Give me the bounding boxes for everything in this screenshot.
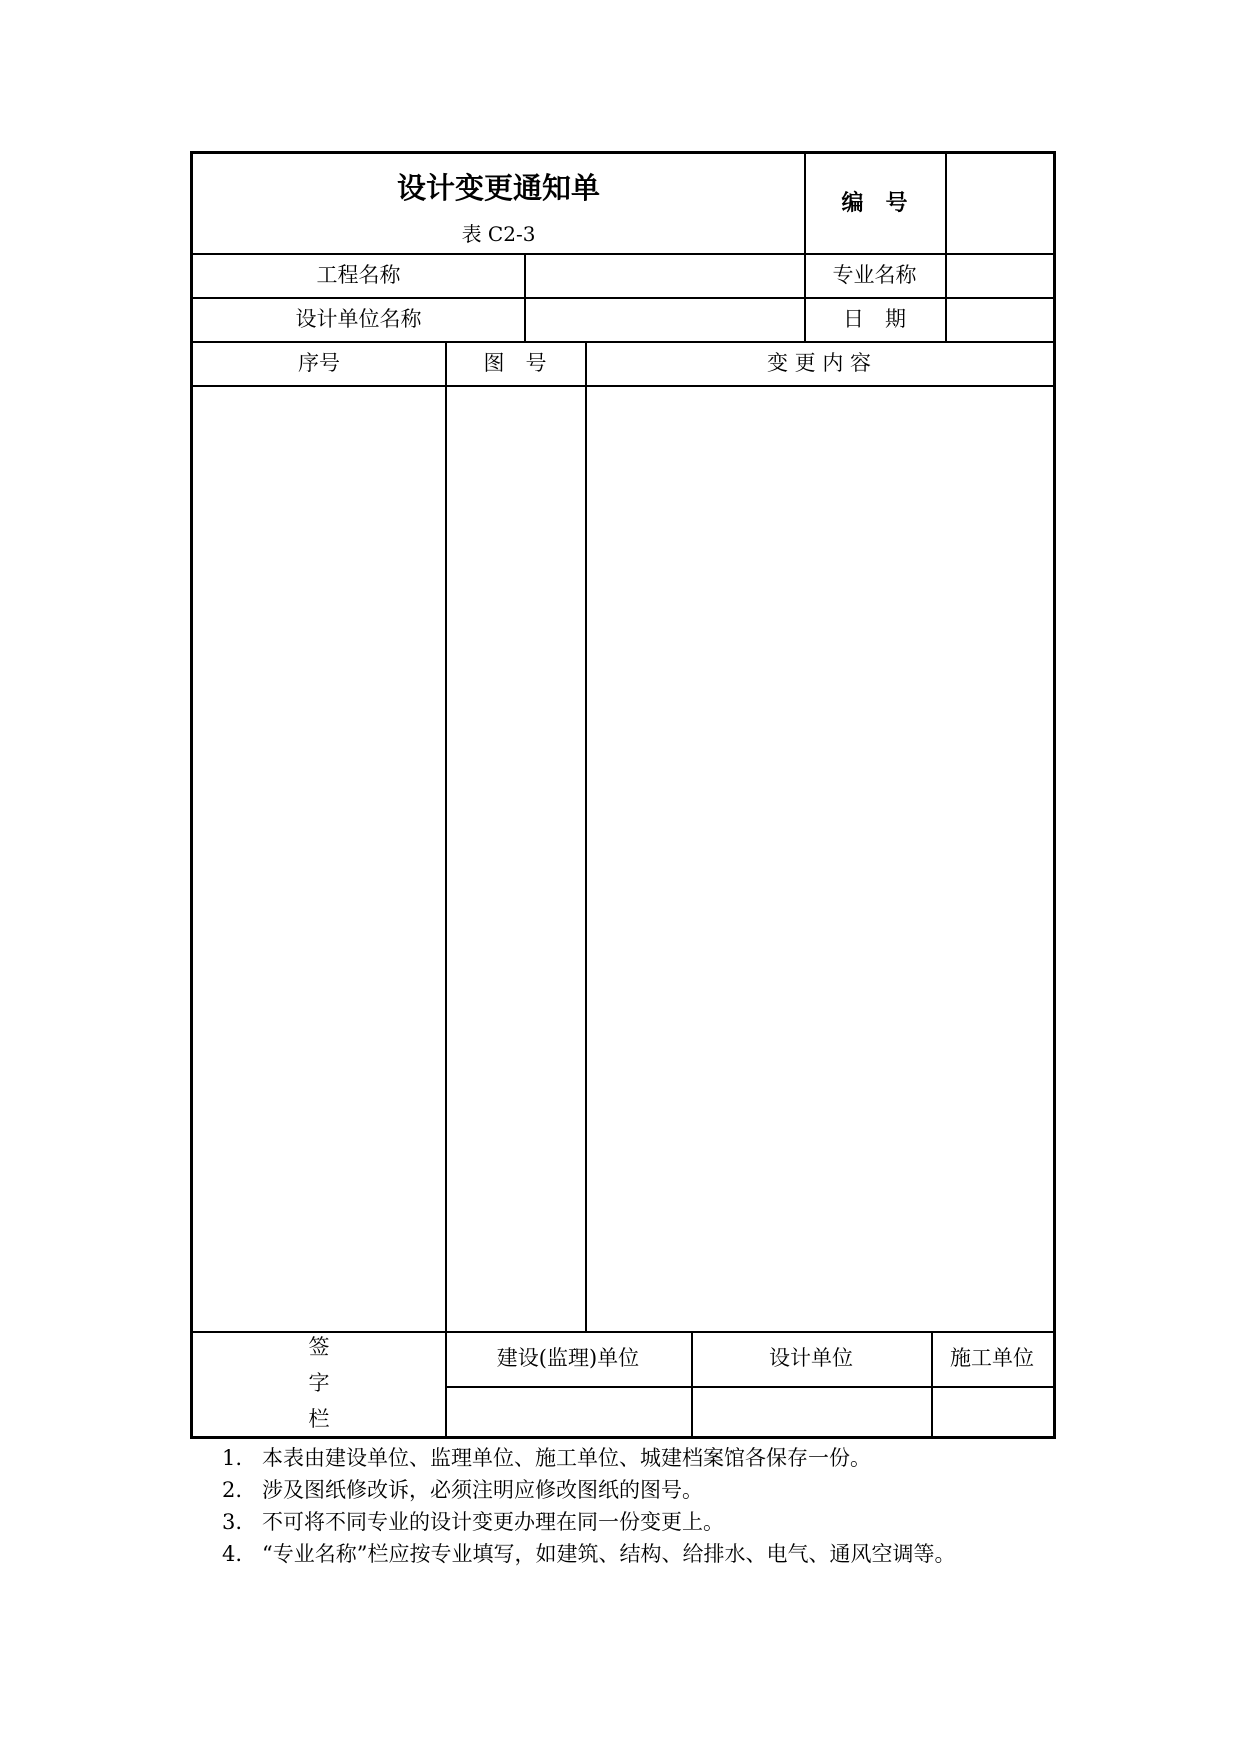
form-code: 表 C2-3 (461, 222, 536, 246)
note-number: 2. (222, 1478, 243, 1502)
date-label: 日 期 (843, 306, 906, 331)
project-name-field[interactable] (524, 253, 804, 297)
number-label: 编 号 (841, 190, 908, 216)
signature-label-char: 字 (308, 1371, 330, 1395)
date-field[interactable] (945, 297, 1053, 341)
signature-label (193, 1331, 445, 1436)
signature-label-char: 签 (308, 1335, 330, 1359)
column-header-drawing-no: 图 号 (483, 350, 547, 375)
form-notes (222, 1442, 1056, 1570)
project-name-label: 工程名称 (316, 262, 401, 287)
note-number: 1. (222, 1446, 243, 1470)
note-text: 本表由建设单位、监理单位、施工单位、城建档案馆各保存一份。 (262, 1446, 871, 1470)
drawing-no-body-area[interactable] (445, 385, 585, 1331)
design-change-notice-form (190, 151, 1056, 1439)
form-title: 设计变更通知单 (396, 170, 600, 205)
design-unit-signature-field[interactable] (691, 1386, 931, 1436)
note-text: “专业名称”栏应按专业填写，如建筑、结构、给排水、电气、通风空调等。 (262, 1542, 956, 1566)
note-number: 3. (222, 1510, 243, 1534)
signature-label-char: 栏 (308, 1407, 330, 1431)
note-text: 不可将不同专业的设计变更办理在同一份变更上。 (262, 1510, 724, 1534)
design-unit-sign-label: 设计单位 (769, 1346, 853, 1370)
construction-unit-signature-field[interactable] (931, 1386, 1053, 1436)
seq-body-area[interactable] (193, 385, 445, 1331)
construction-unit-label: 施工单位 (950, 1346, 1034, 1370)
number-field[interactable] (945, 154, 1053, 253)
specialty-label: 专业名称 (832, 262, 917, 287)
design-unit-field[interactable] (524, 297, 804, 341)
column-header-change-content: 变 更 内 容 (766, 350, 872, 375)
note-item (222, 1506, 1056, 1538)
owner-unit-signature-field[interactable] (445, 1386, 691, 1436)
note-item (222, 1538, 1056, 1570)
specialty-field[interactable] (945, 253, 1053, 297)
note-text: 涉及图纸修改诉，必须注明应修改图纸的图号。 (262, 1478, 703, 1502)
column-header-seq: 序号 (298, 350, 340, 375)
note-number: 4. (222, 1542, 243, 1566)
owner-unit-label: 建设(监理)单位 (496, 1346, 640, 1370)
design-unit-label: 设计单位名称 (295, 306, 422, 331)
change-content-body-area[interactable] (585, 385, 1053, 1331)
note-item (222, 1474, 1056, 1506)
note-item (222, 1442, 1056, 1474)
